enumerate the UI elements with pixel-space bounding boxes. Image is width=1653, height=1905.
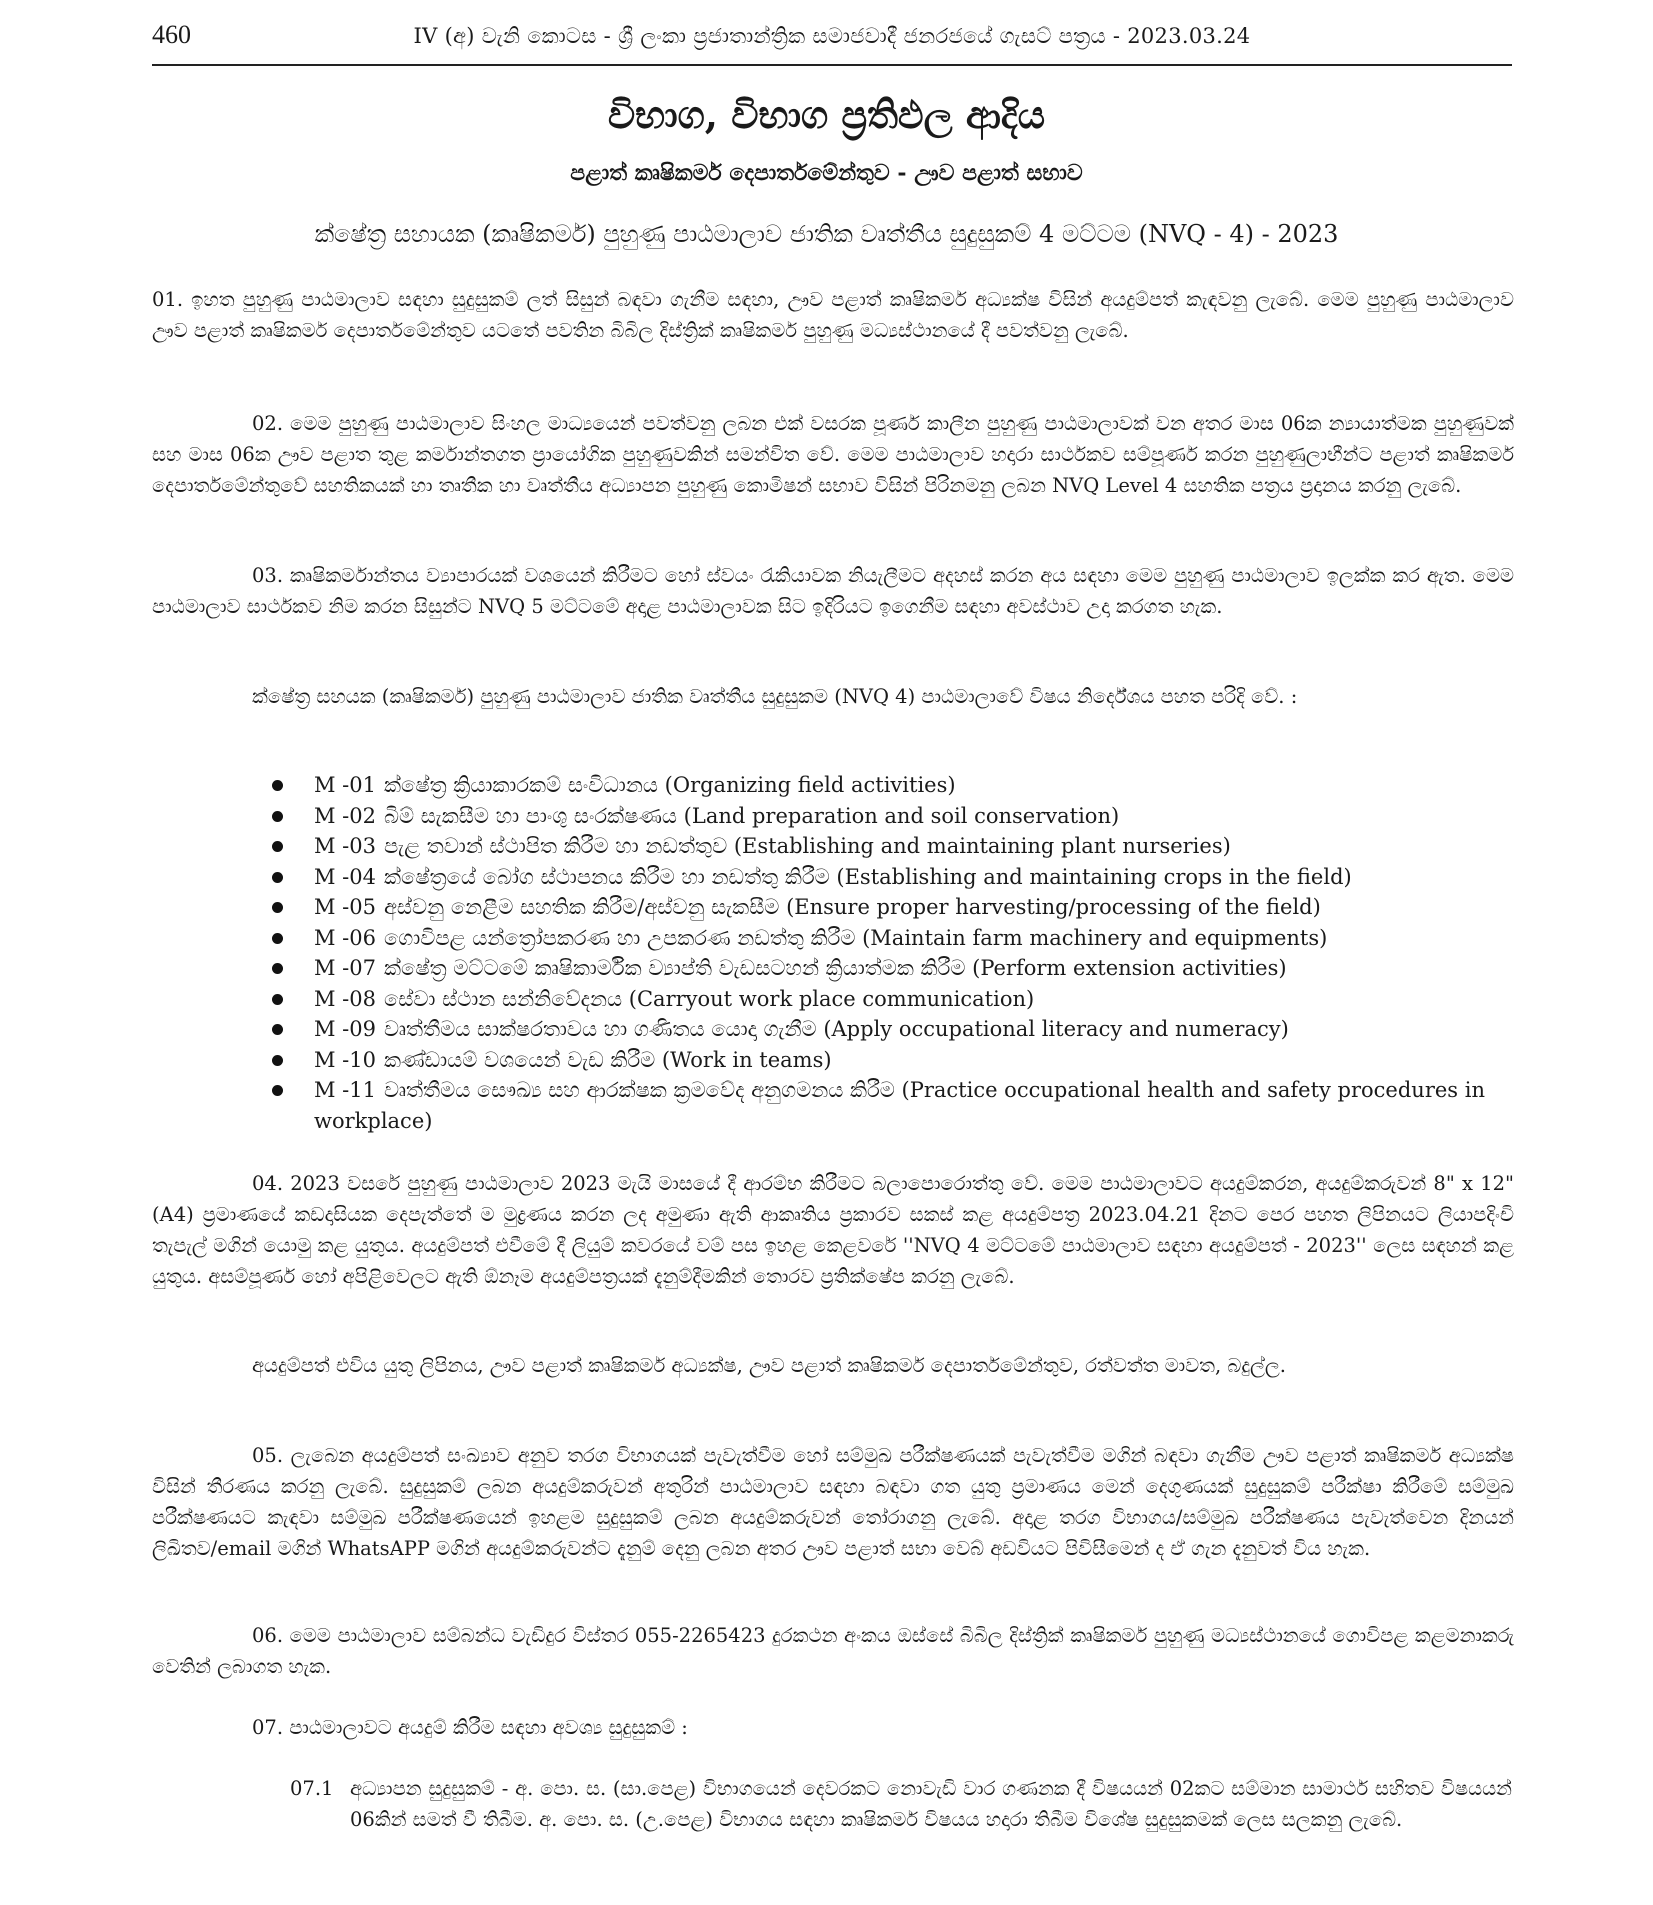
paragraph-06: 06. මෙම පාඨමාලාව සම්බන්ධ වැඩිදුර විස්තර 055-2265423 දුරකථන අංකය ඔස්සේ බිබිල දිස්ත්‍රික් කෘෂිකර්ම පුහුණු මධ්‍යස්ථානයේ ගොවිපළ කළමනාකරු වෙතින් ලබාගත හැක. xyxy=(152,1624,1514,1678)
bullet-icon xyxy=(272,963,283,974)
module-code: M -01 xyxy=(314,773,376,797)
module-code: M -06 xyxy=(314,925,376,950)
bullet-icon xyxy=(272,1055,283,1066)
module-text: ක්ෂේත්‍රයේ බෝග ස්ථාපනය කිරීම හා නඩත්තු කිරීම (Establishing and maintaining crops in the field) xyxy=(384,864,1352,889)
module-text: බිම් සැකසීම හා පාංශු සංරක්ෂණය (Land preparation and soil conservation) xyxy=(384,803,1120,828)
page-header xyxy=(152,16,1512,66)
bullet-icon xyxy=(272,1024,283,1035)
section-title: විභාග, විභාග ප්‍රතිඵල ආදිය xyxy=(607,92,1046,137)
module-code: M -11 xyxy=(314,1078,376,1102)
bullet-icon xyxy=(272,872,283,883)
sub-item-text: අධ්‍යාපන සුදුසුකම් - අ. පො. ස. (සා.පෙළ) විභාගයෙන් දෙවරකට නොවැඩි වාර ගණනක දී විෂයයන් 02කට සම්මාන සාමාර්ථ සහිතව විෂයයන් 06කින් සමත් වී තිබීම. අ. පො. ස. (උ.පෙළ) විභාගය සඳහා කෘෂිකර්ම විෂයය හදාරා තිබීම විශේෂ සුදුසුකමක් ලෙස සලකනු ලැබේ. xyxy=(350,1777,1512,1831)
module-text: සේවා ස්ථාන සන්නිවේදනය (Carryout work place communication) xyxy=(384,986,1035,1011)
course-title: ක්ෂේත්‍ර සහායක (කෘෂිකර්ම) පුහුණු පාඨමාලාව ජාතික වෘත්තීය සුදුසුකම් 4 මට්ටම (NVQ - 4) - 2023 xyxy=(314,220,1339,248)
paragraph-03: 03. කෘෂිකර්මාන්තය ව්‍යාපාරයක් වශයෙන් කිරීමට හෝ ස්වයං රැකියාවක නියැලීමට අදහස් කරන අය සඳහා මෙම පුහුණු පාඨමාලාව ඉලක්ක කර ඇත. මෙම පාඨමාලාව සාර්ථකව නිම කරන සිසුන්ට NVQ 5 මට්ටමේ අදාළ පාඨමාලාවක සිට ඉදිරියට ඉගෙනීම සඳහා අවස්ථාව උදා කරගත හැක. xyxy=(152,564,1514,618)
module-code: M -07 xyxy=(314,956,376,980)
syllabus-intro: ක්ෂේත්‍ර සහයක (කෘෂිකර්ම) පුහුණු පාඨමාලාව ජාතික වෘත්තීය සුදුසුකම (NVQ 4) පාඨමාලාවේ විෂය නිර්දේශය පහත පරිදි වේ. : xyxy=(252,685,1298,708)
list-item xyxy=(272,953,1512,984)
bullet-icon xyxy=(272,811,283,822)
bullet-icon xyxy=(272,780,283,791)
module-text: ගොවිපළ යන්ත්‍රෝපකරණ හා උපකරණ නඩත්තු කිරීම (Maintain farm machinery and equipments) xyxy=(384,925,1328,950)
module-code: M -09 xyxy=(314,1017,376,1041)
list-item xyxy=(272,984,1512,1015)
bullet-icon xyxy=(272,994,283,1005)
module-code: M -05 xyxy=(314,895,376,919)
module-text: ක්ෂේත්‍ර ක්‍රියාකාරකම් සංවිධානය (Organizing field activities) xyxy=(384,773,956,797)
gazette-header-title: IV (අ) වැනි කොටස - ශ්‍රී ලංකා ප්‍රජාතාන්ත්‍රික සමාජවාදී ජනරජයේ ගැසට් පත්‍රය - 2023.03.24 xyxy=(413,24,1251,48)
bullet-icon xyxy=(272,933,283,944)
sub-item-number: 07.1 xyxy=(290,1777,334,1800)
module-code: M -08 xyxy=(314,986,376,1011)
list-item xyxy=(272,801,1512,832)
module-text: ක්ෂේත්‍ර මට්ටමේ කෘෂිකාර්මික ව්‍යාප්ති වැඩසටහන් ක්‍රියාත්මක කිරීම (Perform extension activities) xyxy=(384,956,1287,980)
paragraph-04: 04. 2023 වසරේ පුහුණු පාඨමාලාව 2023 මැයි මාසයේ දී ආරම්භ කිරීමට බලාපොරොත්තු වේ. මෙම පාඨමාලාවට අයදුම්කරන, අයදුම්කරුවන් 8" x 12" (A4) ප්‍රමාණයේ කඩදාසියක දෙපැත්තේ ම මුද්‍රණය කරන ලද අමුණා ඇති ආකෘතිය ප්‍රකාරව සකස් කළ අයදුම්පත්‍ර 2023.04.21 දිනට පෙර පහත ලිපිනයට ලියාපදිංචි තැපැල් මගින් යොමු කළ යුතුය. අයදුම්පත් එවීමේ දී ලියුම් කවරයේ වම් පස ඉහළ කෙළවරේ ''NVQ 4 මට්ටමේ පාඨමාලාව සඳහා අයදුම්පත් - 2023'' ලෙස සඳහන් කළ යුතුය. අසම්පූර්ණ හෝ අපිළිවෙලට ඇති ඕනෑම අයදුම්පත්‍රයක් දැනුම්දීමකින් තොරව ප්‍රතික්ෂේප කරනු ලැබේ. xyxy=(152,1172,1514,1288)
module-text: වෘත්තීමය සෞඛ්‍ය සහ ආරක්ෂක ක්‍රමවේද අනුගමනය කිරීම (Practice occupational health and safety procedures in workplace) xyxy=(314,1078,1485,1133)
module-code: M -02 xyxy=(314,803,376,828)
module-list xyxy=(272,770,1512,1136)
module-code: M -04 xyxy=(314,864,376,889)
module-text: කණ්ඩායම් වශයෙන් වැඩ කිරීම (Work in teams) xyxy=(384,1047,832,1072)
list-item xyxy=(272,892,1512,923)
paragraph-01: 01. ඉහත පුහුණු පාඨමාලාව සඳහා සුදුසුකම් ලත් සිසුන් බඳවා ගැනීම සඳහා, ඌව පළාත් කෘෂිකර්ම අධ්‍යක්ෂ විසින් අයදුම්පත් කැඳවනු ලැබේ. මෙම පුහුණු පාඨමාලාව ඌව පළාත් කෘෂිකර්ම දෙපාර්තමේන්තුව යටතේ පවතින බිබිල දිස්ත්‍රික් කෘෂිකර්ම පුහුණු මධ්‍යස්ථානයේ දී පවත්වනු ලැබේ. xyxy=(152,288,1514,342)
page-number: 460 xyxy=(152,20,191,49)
list-item xyxy=(272,1045,1512,1076)
list-item xyxy=(272,770,1512,801)
department-subtitle: පළාත් කෘෂිකර්ම දෙපාර්තමේන්තුව - ඌව පළාත් සභාව xyxy=(570,160,1083,186)
bullet-icon xyxy=(272,1085,283,1096)
module-code: M -03 xyxy=(314,834,376,858)
list-item xyxy=(272,923,1512,954)
paragraph-05: 05. ලැබෙන අයදුම්පත් සංඛ්‍යාව අනුව තරග විභාගයක් පැවැත්වීම හෝ සම්මුඛ පරීක්ෂණයක් පැවැත්වීම මගින් බඳවා ගැනීම ඌව පළාත් කෘෂිකර්ම අධ්‍යක්ෂ විසින් තීරණය කරනු ලැබේ. සුදුසුකම් ලබන අයදුම්කරුවන් අතුරින් පාඨමාලාව සඳහා බඳවා ගත යුතු ප්‍රමාණය මෙන් දෙගුණයක් සුදුසුකම් පරීක්ෂා කිරීමේ සම්මුඛ පරීක්ෂණයට කැඳවා සම්මුඛ පරීක්ෂණයෙන් ඉහළම සුදුසුකම් ලබන අයදුම්කරුවන් තෝරාගනු ලැබේ. අදාළ තරග විභාගය/සම්මුඛ පරීක්ෂණය පැවැත්වෙන දිනයන් ලිඛිතව/email මගින් WhatsAPP මගින් අයදුම්කරුවන්ට දැනුම් දෙනු ලබන අතර ඌව පළාත් සභා වෙබ් අඩවියට පිවිසීමෙන් ද ඒ ගැන දැනුවත් විය හැක. xyxy=(152,1444,1514,1560)
bullet-icon xyxy=(272,841,283,852)
bullet-icon xyxy=(272,902,283,913)
address-paragraph: අයදුම්පත් එවිය යුතු ලිපිනය, ඌව පළාත් කෘෂිකර්ම අධ්‍යක්ෂ, ඌව පළාත් කෘෂිකර්ම දෙපාර්තමේන්තුව, රත්වත්ත මාවත, බදුල්ල. xyxy=(252,1354,1286,1377)
list-item xyxy=(272,862,1512,893)
sub-item-07-1 xyxy=(290,1773,1512,1835)
module-code: M -10 xyxy=(314,1047,376,1072)
list-item xyxy=(272,1075,1512,1136)
module-text: පැළ තවාන් ස්ථාපිත කිරීම හා නඩත්තුව (Establishing and maintaining plant nurseries) xyxy=(384,834,1231,858)
module-text: අස්වනු නෙළීම සහතික කිරීම/අස්වනු සැකසීම (Ensure proper harvesting/processing of the field) xyxy=(384,895,1321,919)
list-item xyxy=(272,831,1512,862)
module-text: වෘත්තීමය සාක්ෂරතාවය හා ගණිතය යොදා ගැනීම (Apply occupational literacy and numeracy) xyxy=(384,1017,1289,1041)
list-item xyxy=(272,1014,1512,1045)
paragraph-02: 02. මෙම පුහුණු පාඨමාලාව සිංහල මාධ්‍යයෙන් පවත්වනු ලබන එක් වසරක පූර්ණ කාලීන පුහුණු පාඨමාලාවක් වන අතර මාස 06ක න්‍යායාත්මක පුහුණුවක් සහ මාස 06ක ඌව පළාත තුළ කර්මාන්තගත ප්‍රායෝගික පුහුණුවකින් සමන්විත වේ. මෙම පාඨමාලාව හදාරා සාර්ථකව සම්පූර්ණ කරන පුහුණුලාභීන්ට පළාත් කෘෂිකර්ම දෙපාර්තමේන්තුවේ සහතිකයක් හා තෘතීක හා වෘත්තීය අධ්‍යාපන පුහුණු කොමිෂන් සභාව විසින් පිරිනමනු ලබන NVQ Level 4 සහතික පත්‍රය ප්‍රදානය කරනු ලැබේ. xyxy=(152,412,1514,497)
paragraph-07: 07. පාඨමාලාවට අයදුම් කිරීම සඳහා අවශ්‍ය සුදුසුකම් : xyxy=(252,1716,688,1739)
